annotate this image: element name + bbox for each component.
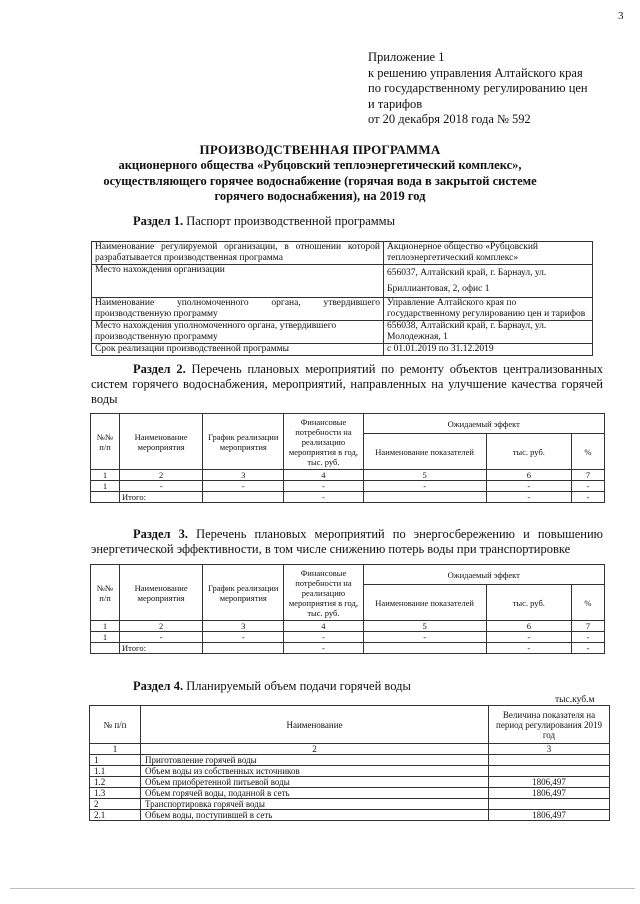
table-row — [92, 298, 593, 321]
total-row — [91, 643, 605, 654]
cell: - — [486, 643, 571, 654]
table-row — [92, 242, 593, 265]
row-name: Объем приобретенной питьевой воды — [141, 777, 489, 788]
section3-energy-table — [90, 564, 605, 654]
col-number: 6 — [486, 621, 571, 632]
header-rub: тыс. руб. — [486, 434, 571, 470]
cell: - — [571, 492, 604, 503]
table-row — [90, 788, 610, 799]
col-number: 1 — [91, 470, 120, 481]
header-schedule: График реализации мероприятия — [203, 414, 284, 470]
col-number: 2 — [141, 744, 489, 755]
header-name: Наименование мероприятия — [120, 414, 203, 470]
table-row — [90, 755, 610, 766]
appendix-reference — [368, 50, 588, 128]
page-bottom-divider — [10, 888, 635, 889]
header-num: № п/п — [90, 706, 141, 744]
cell — [203, 492, 284, 503]
row-name: Объем воды, поступившей в сеть — [141, 810, 489, 821]
col-number: 2 — [120, 470, 203, 481]
col-number: 4 — [284, 621, 363, 632]
row-value — [489, 755, 610, 766]
header-pct: % — [571, 585, 604, 621]
cell: - — [571, 481, 604, 492]
appendix-line: по государственному регулированию цен — [368, 81, 588, 95]
section1-title: Паспорт производственной программы — [183, 214, 395, 228]
cell: - — [203, 481, 284, 492]
header-num: №№ п/п — [91, 565, 120, 621]
row-num: 1.2 — [90, 777, 141, 788]
row-value: 1806,497 — [489, 810, 610, 821]
unit-label: тыс.куб.м — [555, 695, 595, 705]
row-value: 1806,497 — [489, 788, 610, 799]
col-number: 5 — [363, 621, 486, 632]
header-name: Наименование мероприятия — [120, 565, 203, 621]
column-number-row — [91, 621, 605, 632]
section4-label: Раздел 4. — [133, 679, 184, 693]
cell: 1 — [91, 481, 120, 492]
table-row — [90, 799, 610, 810]
header-rub: тыс. руб. — [486, 585, 571, 621]
section1-heading — [133, 214, 395, 229]
cell: - — [571, 632, 604, 643]
row-name: Приготовление горячей воды — [141, 755, 489, 766]
passport-label: Наименование уполномоченного органа, утвердившего производственную программу — [92, 298, 384, 321]
cell: - — [486, 481, 571, 492]
header-value: Величина показателя на период регулирования 2019 год — [489, 706, 610, 744]
header-pct: % — [571, 434, 604, 470]
row-value — [489, 799, 610, 810]
passport-label: Место нахождения организации — [92, 265, 384, 298]
header-name: Наименование — [141, 706, 489, 744]
passport-value: 656038, Алтайский край, г. Барнаул, ул. Молодежная, 1 — [384, 321, 593, 344]
cell — [91, 492, 120, 503]
row-num: 2.1 — [90, 810, 141, 821]
table-row — [91, 481, 605, 492]
page-number: 3 — [618, 10, 624, 22]
cell: - — [203, 632, 284, 643]
col-number: 7 — [571, 470, 604, 481]
cell: - — [284, 643, 363, 654]
row-num: 1.3 — [90, 788, 141, 799]
col-number: 1 — [91, 621, 120, 632]
cell: - — [284, 481, 363, 492]
col-number: 3 — [203, 621, 284, 632]
col-number: 6 — [486, 470, 571, 481]
cell: - — [284, 492, 363, 503]
cell: - — [363, 481, 486, 492]
cell — [91, 643, 120, 654]
table-row — [92, 321, 593, 344]
col-number: 5 — [363, 470, 486, 481]
title-sub-line: акционерного общества «Рубцовский теплоэнергетический комплекс», — [118, 158, 522, 172]
cell: - — [571, 643, 604, 654]
header-finance: Финансовые потребности на реализацию мероприятия в год, тыс. руб. — [284, 565, 363, 621]
cell: - — [120, 632, 203, 643]
section2-repair-table — [90, 413, 605, 503]
cell: - — [284, 632, 363, 643]
section4-volume-table — [89, 705, 610, 821]
section1-label: Раздел 1. — [133, 214, 184, 228]
title-sub-line: осуществляющего горячее водоснабжение (горячая вода в закрытой системе — [103, 173, 537, 188]
table-row — [90, 810, 610, 821]
header-finance: Финансовые потребности на реализацию мероприятия в год, тыс. руб. — [284, 414, 363, 470]
cell — [363, 492, 486, 503]
row-value: 1806,497 — [489, 777, 610, 788]
cell: - — [363, 632, 486, 643]
total-label: Итого: — [120, 643, 203, 654]
column-number-row — [90, 744, 610, 755]
table-row — [92, 344, 593, 356]
row-name: Объем воды из собственных источников — [141, 766, 489, 777]
title-sub-line: горячего водоснабжения), на 2019 год — [214, 189, 426, 203]
passport-value: с 01.01.2019 по 31.12.2019 — [384, 344, 593, 356]
cell — [203, 643, 284, 654]
section1-passport-table — [91, 241, 593, 356]
section4-heading — [133, 679, 411, 694]
total-row — [91, 492, 605, 503]
row-num: 1 — [90, 755, 141, 766]
header-effect: Ожидаемый эффект — [363, 565, 605, 585]
table-row — [90, 777, 610, 788]
appendix-line: Приложение 1 — [368, 50, 445, 64]
cell: 1 — [91, 632, 120, 643]
table-header-row — [91, 414, 605, 434]
section2-title: Перечень плановых мероприятий по ремонту объектов централизованных систем горячего водоснабжения, мероприятий, направленных на улучшение качества горячей воды — [91, 362, 603, 406]
total-label: Итого: — [120, 492, 203, 503]
section3-label: Раздел 3. — [133, 527, 189, 541]
row-name: Транспортировка горячей воды — [141, 799, 489, 810]
table-header-row — [91, 565, 605, 585]
row-value — [489, 766, 610, 777]
col-number: 4 — [284, 470, 363, 481]
col-number: 2 — [120, 621, 203, 632]
passport-label: Место нахождения уполномоченного органа, утвердившего производственную программу — [92, 321, 384, 344]
title-main: ПРОИЗВОДСТВЕННАЯ ПРОГРАММА — [199, 142, 441, 157]
table-header-row — [90, 706, 610, 744]
header-indicator: Наименование показателей — [363, 434, 486, 470]
row-name: Объем горячей воды, поданной в сеть — [141, 788, 489, 799]
section4-title: Планируемый объем подачи горячей воды — [183, 679, 411, 693]
cell — [363, 643, 486, 654]
section2-heading — [91, 362, 603, 407]
table-row — [91, 632, 605, 643]
appendix-line: к решению управления Алтайского края — [368, 65, 583, 80]
col-number: 1 — [90, 744, 141, 755]
passport-label: Наименование регулируемой организации, в отношении которой разрабатывается производственная программа — [92, 242, 384, 265]
table-row — [90, 766, 610, 777]
cell: - — [120, 481, 203, 492]
col-number: 3 — [203, 470, 284, 481]
header-indicator: Наименование показателей — [363, 585, 486, 621]
section3-title: Перечень плановых мероприятий по энергосбережению и повышению энергетической эффективности, в том числе снижению потерь воды при транспортировке — [91, 527, 603, 556]
column-number-row — [91, 470, 605, 481]
row-num: 1.1 — [90, 766, 141, 777]
passport-value: 656037, Алтайский край, г. Барнаул, ул. Бриллиантовая, 2, офис 1 — [384, 265, 593, 298]
section3-heading — [91, 527, 603, 557]
cell: - — [486, 632, 571, 643]
header-effect: Ожидаемый эффект — [363, 414, 605, 434]
passport-label: Срок реализации производственной программы — [92, 344, 384, 356]
row-num: 2 — [90, 799, 141, 810]
passport-value: Акционерное общество «Рубцовский теплоэнергетический комплекс» — [384, 242, 593, 265]
section2-label: Раздел 2. — [133, 362, 186, 376]
cell: - — [486, 492, 571, 503]
col-number: 3 — [489, 744, 610, 755]
col-number: 7 — [571, 621, 604, 632]
header-schedule: График реализации мероприятия — [203, 565, 284, 621]
appendix-line: от 20 декабря 2018 года № 592 — [368, 112, 531, 126]
appendix-line: и тарифов — [368, 96, 423, 111]
header-num: №№ п/п — [91, 414, 120, 470]
document-title — [0, 142, 640, 205]
passport-value: Управление Алтайского края по государственному регулированию цен и тарифов — [384, 298, 593, 321]
table-row — [92, 265, 593, 298]
